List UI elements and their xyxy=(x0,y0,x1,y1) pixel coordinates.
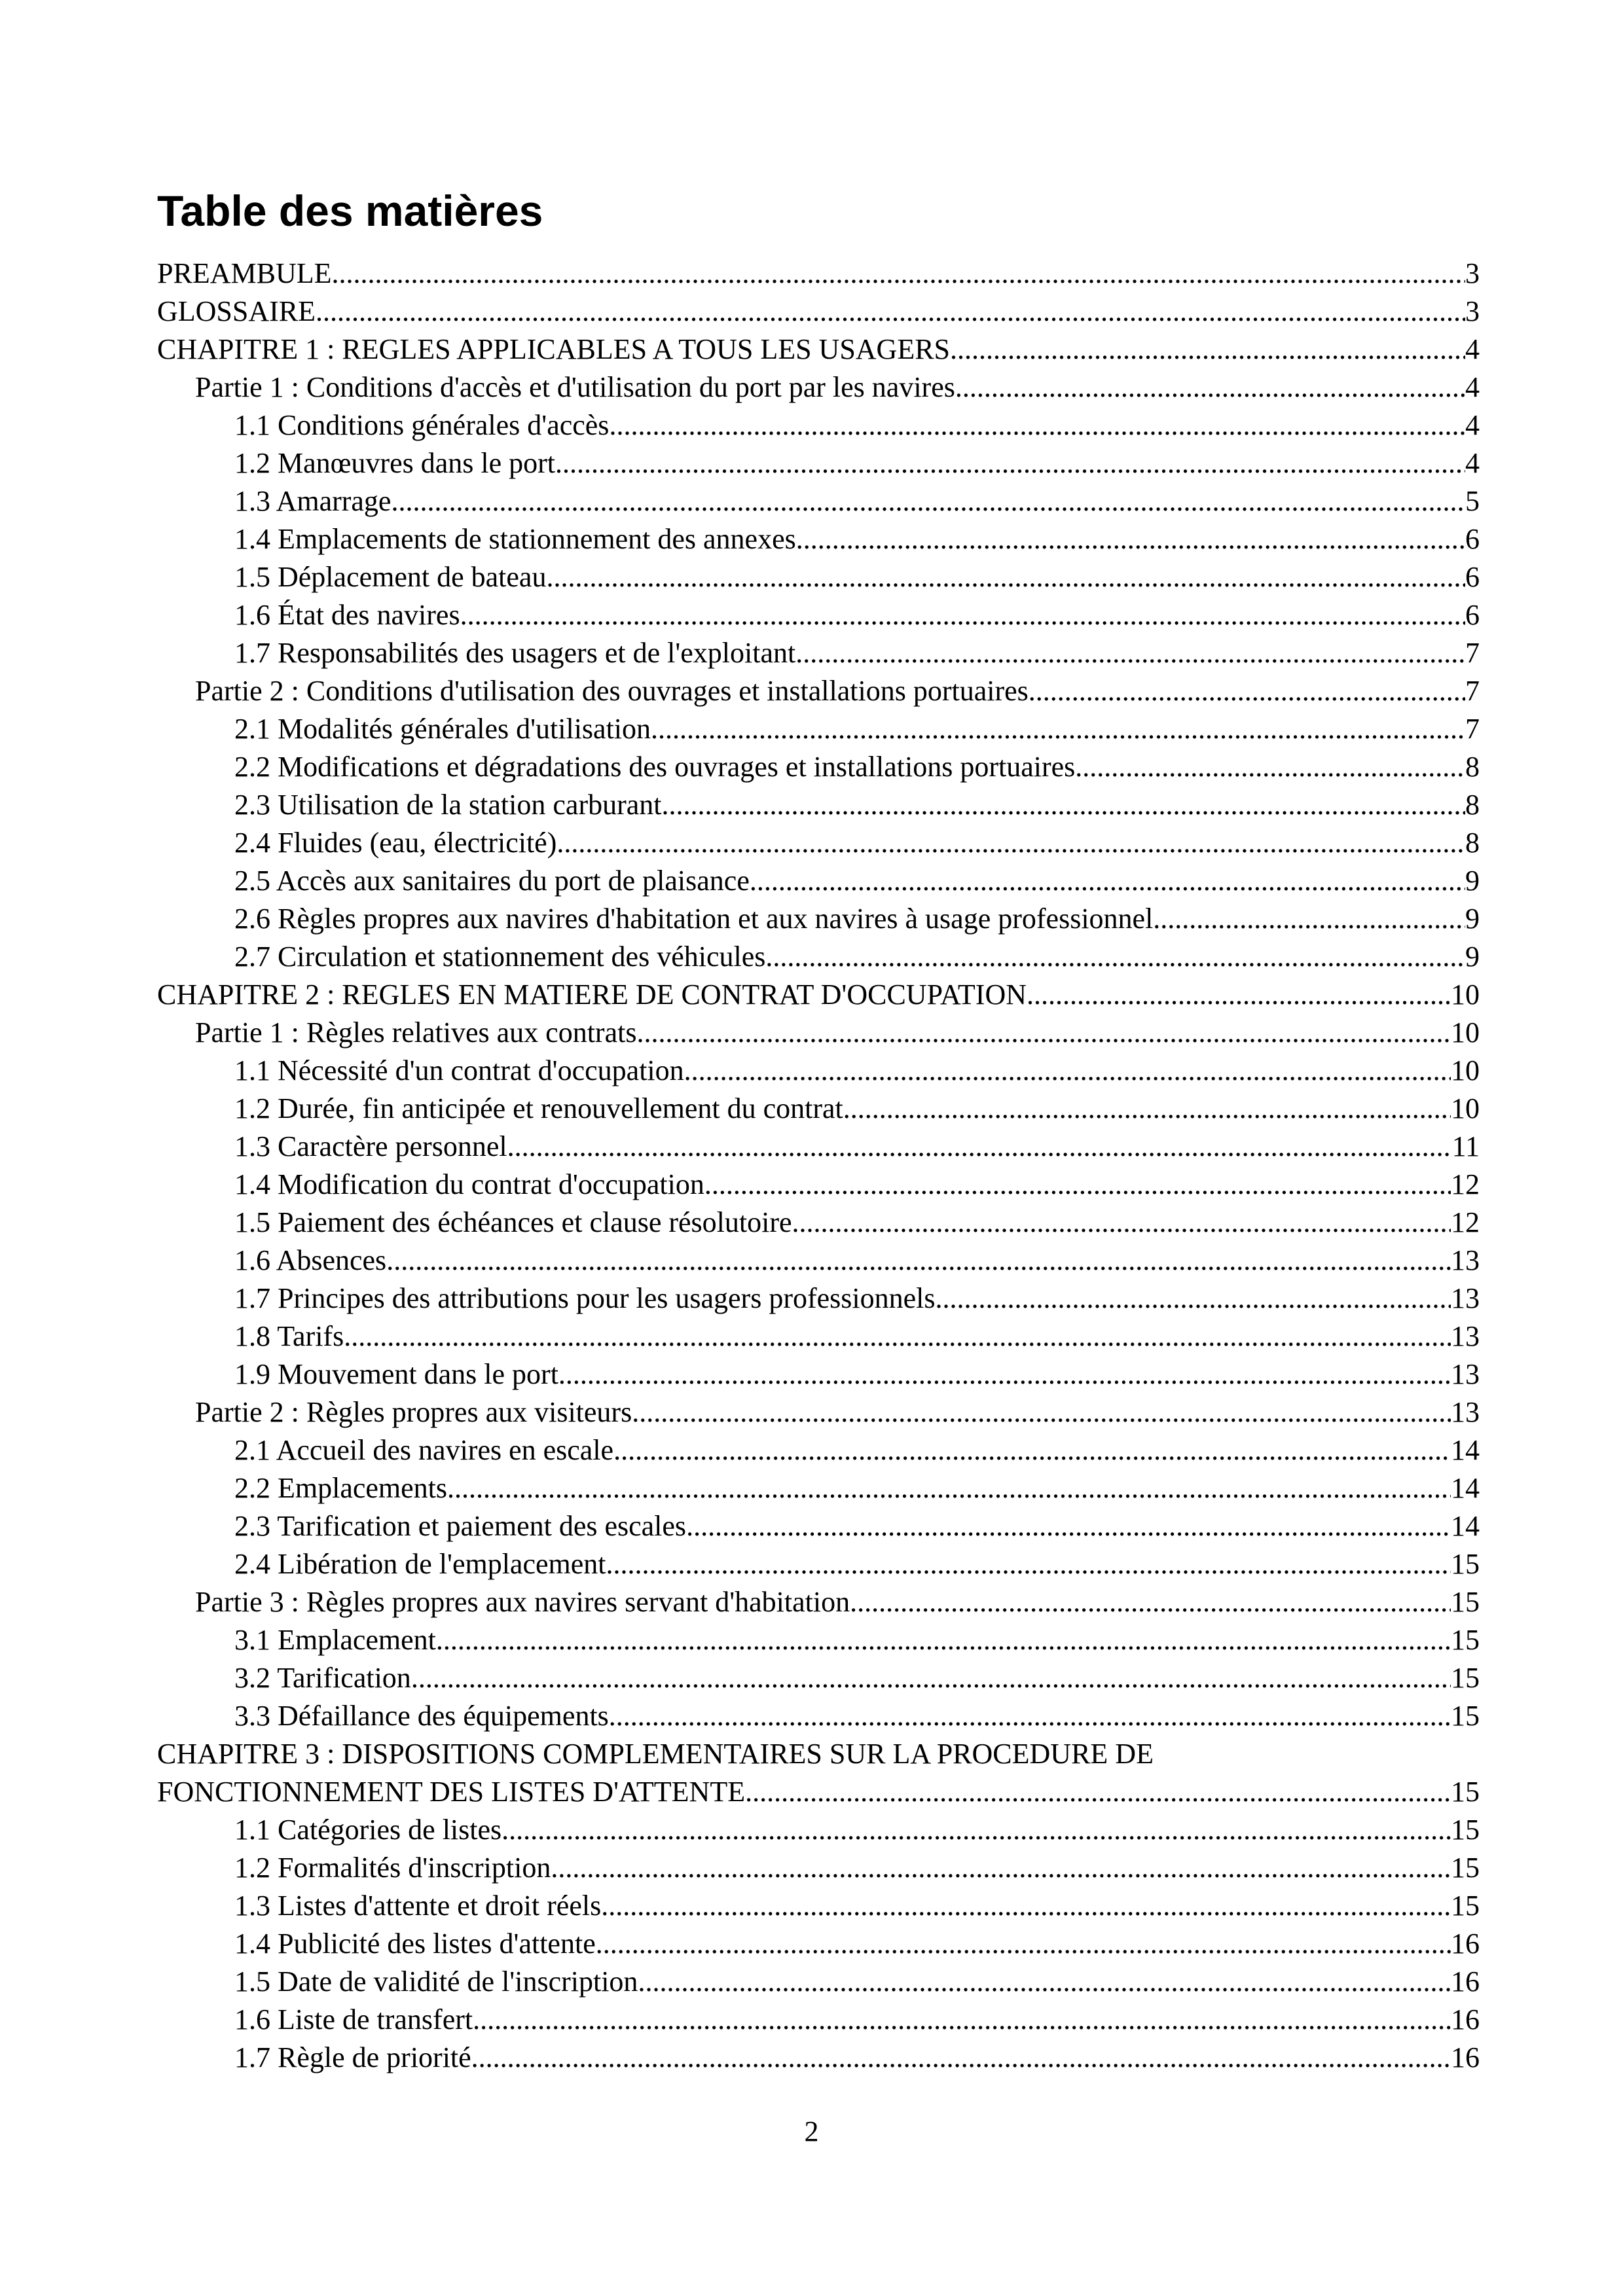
toc-entry-text: 2.4 Fluides (eau, électricité) xyxy=(234,827,557,859)
toc-entry-page-number: 4 xyxy=(1465,371,1480,403)
toc-leader-dots xyxy=(555,444,1465,482)
toc-leader-dots xyxy=(1027,976,1451,1014)
toc-entry[interactable] xyxy=(157,293,1480,331)
toc-entry-page-number: 13 xyxy=(1451,1320,1480,1352)
toc-entry[interactable] xyxy=(157,1052,1480,1090)
toc-leader-dots xyxy=(632,1393,1451,1431)
toc-entry[interactable] xyxy=(157,558,1480,596)
toc-entry-text: Partie 2 : Conditions d'utilisation des ouvrages et installations portuaires xyxy=(195,675,1029,707)
toc-entry-page-number: 16 xyxy=(1451,2003,1480,2036)
toc-entry-page-number: 15 xyxy=(1451,1890,1480,1922)
toc-leader-dots xyxy=(558,1355,1451,1393)
toc-entry-text: 3.1 Emplacement xyxy=(234,1624,436,1656)
toc-entry[interactable] xyxy=(157,1128,1480,1166)
toc-entry[interactable] xyxy=(157,862,1480,900)
toc-entry[interactable] xyxy=(157,1849,1480,1887)
toc-entry-text: 1.2 Manœuvres dans le port xyxy=(234,447,556,479)
toc-entry-page-number: 9 xyxy=(1465,941,1480,973)
toc-entry-page-number: 6 xyxy=(1465,599,1480,631)
toc-leader-dots xyxy=(750,862,1465,900)
toc-entry[interactable] xyxy=(157,2039,1480,2077)
toc-entry-page-number: 6 xyxy=(1465,523,1480,555)
toc-leader-dots xyxy=(609,1697,1451,1735)
toc-entry-page-number: 3 xyxy=(1465,257,1480,289)
toc-leader-dots xyxy=(344,1318,1451,1355)
toc-entry-text: 1.7 Principes des attributions pour les usagers professionnels xyxy=(234,1282,936,1314)
toc-leader-dots xyxy=(411,1659,1451,1697)
toc-leader-dots xyxy=(684,1052,1451,1090)
toc-entry[interactable] xyxy=(157,1014,1480,1052)
toc-leader-dots xyxy=(501,1811,1451,1849)
toc-entry-text: 2.1 Modalités générales d'utilisation xyxy=(234,713,651,745)
toc-entry-text: Partie 1 : Règles relatives aux contrats xyxy=(195,1016,637,1049)
toc-entry[interactable] xyxy=(157,1280,1480,1318)
toc-entry[interactable] xyxy=(157,634,1480,672)
toc-entry[interactable] xyxy=(157,1887,1480,1925)
toc-leader-dots xyxy=(850,1583,1451,1621)
toc-entry-page-number: 4 xyxy=(1465,333,1480,365)
toc-entry-page-number: 9 xyxy=(1465,903,1480,935)
toc-entry[interactable] xyxy=(157,255,1480,293)
toc-entry-text: 1.5 Paiement des échéances et clause résolutoire xyxy=(234,1206,792,1238)
toc-leader-dots xyxy=(460,596,1465,634)
toc-leader-dots xyxy=(704,1166,1451,1204)
toc-entry-text: GLOSSAIRE xyxy=(157,295,316,327)
toc-entry[interactable] xyxy=(157,1811,1480,1849)
toc-entry-page-number: 4 xyxy=(1465,409,1480,441)
toc-entry-text: 1.4 Publicité des listes d'attente xyxy=(234,1928,596,1960)
toc-entry-page-number: 14 xyxy=(1451,1434,1480,1466)
toc-leader-dots xyxy=(609,406,1465,444)
toc-leader-dots xyxy=(436,1621,1451,1659)
toc-entry[interactable] xyxy=(157,331,1480,368)
toc-entry[interactable] xyxy=(157,1621,1480,1659)
toc-entry[interactable] xyxy=(157,938,1480,976)
toc-leader-dots xyxy=(662,786,1465,824)
toc-entry-text: 1.7 Règle de priorité xyxy=(234,2041,471,2073)
toc-leader-dots xyxy=(596,1925,1451,1963)
toc-entry-text: 1.7 Responsabilités des usagers et de l'exploitant xyxy=(234,637,796,669)
toc-entry-page-number: 10 xyxy=(1451,1016,1480,1049)
toc-entry-page-number: 12 xyxy=(1451,1168,1480,1200)
toc-leader-dots xyxy=(1029,672,1465,710)
toc-entry-page-number: 15 xyxy=(1451,1700,1480,1732)
toc-leader-dots xyxy=(686,1507,1451,1545)
toc-entry-text: FONCTIONNEMENT DES LISTES D'ATTENTE xyxy=(157,1776,746,1808)
toc-entry-page-number: 15 xyxy=(1451,1814,1480,1846)
toc-entry-text: 1.4 Emplacements de stationnement des annexes xyxy=(234,523,796,555)
toc-entry-text: 1.5 Date de validité de l'inscription xyxy=(234,1965,638,1998)
toc-leader-dots xyxy=(950,331,1465,368)
toc-entry-page-number: 15 xyxy=(1451,1548,1480,1580)
toc-entry-page-number: 13 xyxy=(1451,1396,1480,1428)
toc-entry-page-number: 15 xyxy=(1451,1776,1480,1808)
toc-entry-text: 2.7 Circulation et stationnement des véhicules xyxy=(234,941,766,973)
toc-entry[interactable] xyxy=(157,1318,1480,1355)
toc-entry-text: 1.5 Déplacement de bateau xyxy=(234,561,547,593)
toc-entry-page-number: 7 xyxy=(1465,637,1480,669)
toc-entry-page-number: 14 xyxy=(1451,1510,1480,1542)
toc-entry-text: 1.2 Durée, fin anticipée et renouvellement du contrat xyxy=(234,1092,843,1124)
toc-entry-page-number: 7 xyxy=(1465,713,1480,745)
toc-entry[interactable] xyxy=(157,368,1480,406)
toc-entry-text: Partie 1 : Conditions d'accès et d'utilisation du port par les navires xyxy=(195,371,955,403)
toc-leader-dots xyxy=(316,293,1465,331)
toc-entry-page-number: 15 xyxy=(1451,1624,1480,1656)
toc-entry-text: Partie 2 : Règles propres aux visiteurs xyxy=(195,1396,632,1428)
toc-entry-page-number: 4 xyxy=(1465,447,1480,479)
toc-entry[interactable] xyxy=(157,672,1480,710)
toc-entry-text: 2.5 Accès aux sanitaires du port de plaisance xyxy=(234,865,750,897)
toc-entry-page-number: 8 xyxy=(1465,827,1480,859)
toc-entry-text: 2.3 Utilisation de la station carburant xyxy=(234,789,662,821)
toc-entry-page-number: 13 xyxy=(1451,1244,1480,1276)
toc-entry-page-number: 6 xyxy=(1465,561,1480,593)
toc-entry-text: 1.6 Absences xyxy=(234,1244,387,1276)
toc-leader-dots xyxy=(556,824,1465,862)
toc-leader-dots xyxy=(792,1204,1451,1242)
toc-entry-text: 1.1 Conditions générales d'accès xyxy=(234,409,610,441)
toc-entry-text: 1.4 Modification du contrat d'occupation xyxy=(234,1168,704,1200)
toc-leader-dots xyxy=(471,2039,1451,2077)
toc-entry-text: CHAPITRE 2 : REGLES EN MATIERE DE CONTRAT D'OCCUPATION xyxy=(157,978,1027,1011)
toc-entry-text: 1.3 Caractère personnel xyxy=(234,1130,507,1162)
toc-leader-dots xyxy=(606,1545,1451,1583)
toc-entry[interactable] xyxy=(157,786,1480,824)
toc-entry-heading-line[interactable] xyxy=(157,1735,1480,1773)
toc-leader-dots xyxy=(546,558,1465,596)
toc-entry[interactable] xyxy=(157,1469,1480,1507)
toc-entry-page-number: 14 xyxy=(1451,1472,1480,1504)
toc-entry[interactable] xyxy=(157,748,1480,786)
toc-leader-dots xyxy=(391,482,1465,520)
toc-entry-page-number: 16 xyxy=(1451,1965,1480,1998)
toc-entry-text: 1.6 Liste de transfert xyxy=(234,2003,473,2036)
toc-entry-text: 1.6 État des navires xyxy=(234,599,460,631)
toc-leader-dots xyxy=(745,1773,1451,1811)
toc-entry-page-number: 13 xyxy=(1451,1358,1480,1390)
toc-entry-text: 2.6 Règles propres aux navires d'habitation et aux navires à usage professionnel xyxy=(234,903,1154,935)
toc-entry[interactable] xyxy=(157,1431,1480,1469)
toc-entry[interactable] xyxy=(157,1090,1480,1128)
toc-leader-dots xyxy=(636,1014,1451,1052)
toc-leader-dots xyxy=(613,1431,1451,1469)
toc-leader-dots xyxy=(796,520,1465,558)
toc-entry[interactable] xyxy=(157,1355,1480,1393)
toc-entry[interactable] xyxy=(157,1204,1480,1242)
toc-entry-text: 2.2 Modifications et dégradations des ouvrages et installations portuaires xyxy=(234,751,1076,783)
toc-leader-dots xyxy=(551,1849,1451,1887)
toc-entry[interactable] xyxy=(157,1773,1480,1811)
toc-entry-text: PREAMBULE xyxy=(157,257,332,289)
toc-leader-dots xyxy=(1075,748,1465,786)
toc-leader-dots xyxy=(651,710,1465,748)
toc-entry[interactable] xyxy=(157,1925,1480,1963)
toc-entry-text: 2.2 Emplacements xyxy=(234,1472,448,1504)
toc-entry-page-number: 5 xyxy=(1465,485,1480,517)
toc-entry-text: 1.8 Tarifs xyxy=(234,1320,344,1352)
toc-leader-dots xyxy=(601,1887,1451,1925)
toc-entry-page-number: 10 xyxy=(1451,1054,1480,1086)
toc-entry-page-number: 15 xyxy=(1451,1586,1480,1618)
toc-entry[interactable] xyxy=(157,1507,1480,1545)
toc-entry[interactable] xyxy=(157,520,1480,558)
toc-entry-page-number: 15 xyxy=(1451,1852,1480,1884)
toc-entry-text: 1.3 Listes d'attente et droit réels xyxy=(234,1890,602,1922)
toc-entry-page-number: 3 xyxy=(1465,295,1480,327)
toc-entry-page-number: 16 xyxy=(1451,1928,1480,1960)
toc-entry[interactable] xyxy=(157,1963,1480,2001)
toc-leader-dots xyxy=(1153,900,1465,938)
toc-entry[interactable] xyxy=(157,1583,1480,1621)
toc-entry[interactable] xyxy=(157,824,1480,862)
toc-leader-dots xyxy=(638,1963,1451,2001)
toc-entry-text: Partie 3 : Règles propres aux navires servant d'habitation xyxy=(195,1586,850,1618)
toc-entry-page-number: 15 xyxy=(1451,1662,1480,1694)
toc-entry-page-number: 10 xyxy=(1451,978,1480,1011)
toc-entry-page-number: 8 xyxy=(1465,789,1480,821)
toc-leader-dots xyxy=(955,368,1465,406)
toc-entry-text: 2.1 Accueil des navires en escale xyxy=(234,1434,614,1466)
toc-entry-text: 3.3 Défaillance des équipements xyxy=(234,1700,609,1732)
toc-leader-dots xyxy=(936,1280,1451,1318)
toc-entry[interactable] xyxy=(157,1242,1480,1280)
toc-entry[interactable] xyxy=(157,1545,1480,1583)
toc-entry-page-number: 8 xyxy=(1465,751,1480,783)
toc-entry-page-number: 16 xyxy=(1451,2041,1480,2073)
toc-list xyxy=(157,255,1480,2077)
toc-entry-text: 3.2 Tarification xyxy=(234,1662,411,1694)
toc-entry-page-number: 10 xyxy=(1451,1092,1480,1124)
toc-leader-dots xyxy=(331,255,1465,293)
toc-leader-dots xyxy=(765,938,1465,976)
toc-entry-page-number: 13 xyxy=(1451,1282,1480,1314)
toc-entry[interactable] xyxy=(157,1166,1480,1204)
toc-entry[interactable] xyxy=(157,1659,1480,1697)
toc-entry[interactable] xyxy=(157,1697,1480,1735)
toc-entry[interactable] xyxy=(157,710,1480,748)
toc-entry-text: 1.3 Amarrage xyxy=(234,485,392,517)
toc-title: Table des matières xyxy=(157,187,543,235)
toc-entry-text: CHAPITRE 3 : DISPOSITIONS COMPLEMENTAIRES SUR LA PROCEDURE DE xyxy=(157,1738,1154,1770)
toc-entry-page-number: 11 xyxy=(1451,1130,1480,1162)
toc-entry[interactable] xyxy=(157,2001,1480,2039)
toc-leader-dots xyxy=(447,1469,1451,1507)
footer-page-number: 2 xyxy=(804,2115,819,2147)
toc-leader-dots xyxy=(473,2001,1451,2039)
toc-leader-dots xyxy=(507,1128,1452,1166)
toc-entry[interactable] xyxy=(157,596,1480,634)
toc-entry-text: 2.4 Libération de l'emplacement xyxy=(234,1548,606,1580)
toc-entry-text: 1.2 Formalités d'inscription xyxy=(234,1852,551,1884)
toc-entry-text: 1.9 Mouvement dans le port xyxy=(234,1358,558,1390)
toc-entry[interactable] xyxy=(157,976,1480,1014)
toc-entry[interactable] xyxy=(157,482,1480,520)
toc-leader-dots xyxy=(843,1090,1451,1128)
toc-entry-text: 2.3 Tarification et paiement des escales xyxy=(234,1510,687,1542)
toc-entry[interactable] xyxy=(157,406,1480,444)
toc-entry[interactable] xyxy=(157,1393,1480,1431)
toc-leader-dots xyxy=(795,634,1465,672)
toc-entry-page-number: 9 xyxy=(1465,865,1480,897)
toc-entry[interactable] xyxy=(157,444,1480,482)
toc-leader-dots xyxy=(386,1242,1451,1280)
toc-entry-text: 1.1 Nécessité d'un contrat d'occupation xyxy=(234,1054,684,1086)
toc-entry-page-number: 12 xyxy=(1451,1206,1480,1238)
toc-entry-page-number: 7 xyxy=(1465,675,1480,707)
toc-entry[interactable] xyxy=(157,900,1480,938)
toc-entry-text: CHAPITRE 1 : REGLES APPLICABLES A TOUS LES USAGERS xyxy=(157,333,951,365)
toc-entry-text: 1.1 Catégories de listes xyxy=(234,1814,502,1846)
